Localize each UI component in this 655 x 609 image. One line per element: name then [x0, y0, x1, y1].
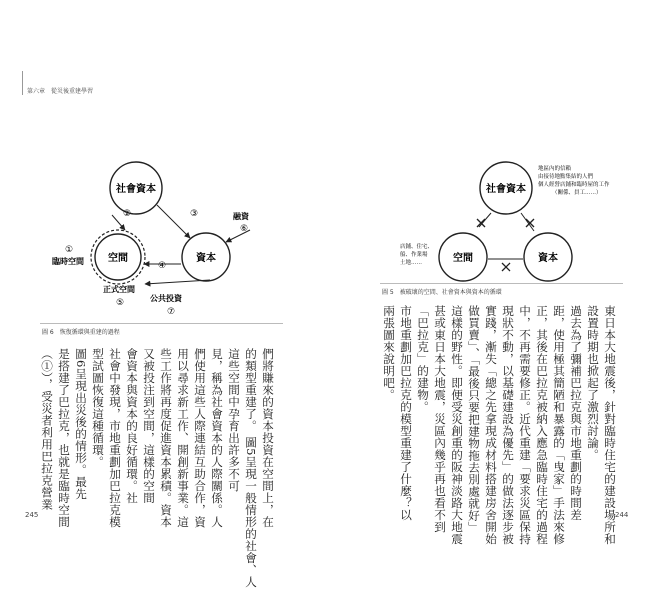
text-column: 見，稱為社會資本的人際關係。人 [210, 348, 224, 528]
label-public-investment: 公共投資 [150, 294, 182, 303]
figure-5-caption: 圖 5 被破壞的空間、社會資本與資本的循環 [382, 289, 502, 296]
annotation-left-line-1: 店鋪、住宅、 [400, 244, 434, 250]
text-column: 「巴拉克」的建物。 [416, 305, 430, 413]
annotation-top-line-3: 個人經營店鋪和臨時屋的工作 [538, 182, 610, 188]
figure-5-diagram [378, 160, 618, 290]
label-6: ⑥ [240, 224, 249, 234]
text-column: 市地重劃加巴拉克的模型重建了什麼？以 [399, 305, 413, 521]
page-number-left: 245 [25, 511, 39, 519]
label-3: ③ [190, 209, 199, 219]
text-column: 過去為了彌補巴拉克與市地重劃的時間差 [569, 305, 583, 521]
text-column: （①），受災者利用巴拉克營業 [40, 348, 54, 511]
text-column: 距，使用極其簡陋和暴露的「曳家」手法來修 [552, 305, 566, 545]
text-column: 圖6呈現出災後的情形。最先 [74, 348, 88, 500]
social-capital-label: 社會資本 [486, 184, 526, 195]
text-column: 正，其後在巴拉克被納入應急臨時住宅的過程 [535, 305, 549, 545]
text-column: 社會中發現，市地重劃加巴拉克模 [108, 348, 122, 528]
figure-6-rule [40, 323, 283, 324]
text-column: 這樣的野性。即便受災創重的阪神淡路大地震 [450, 305, 464, 545]
annotation-top-line-2: 由接待地點集結的人們 [538, 174, 594, 180]
space-label: 空間 [453, 253, 473, 264]
text-column: 做買賣」、「最後只要把建物拖去別處就好」 [467, 305, 481, 534]
arrow-social-to-capital [157, 205, 190, 238]
label-formal-space: 正式空間 [103, 285, 135, 294]
text-column: 是搭建了巴拉克，也就是臨時空間 [57, 348, 71, 528]
text-column: 兩張圖來說明吧。 [382, 305, 396, 401]
broken-link-space-social [479, 213, 491, 227]
text-column: 們將賺來的資本投資在空間上，在 [261, 348, 275, 528]
text-column: 甚或東日本大地震，災區內幾乎再也看不到 [433, 305, 447, 533]
figure-6-diagram [40, 160, 280, 320]
broken-link-social-capital [521, 213, 534, 231]
cross-mark-left [477, 219, 485, 227]
label-4: ④ [158, 261, 167, 271]
text-column: 們使用這些人際連結互助合作，資 [193, 348, 207, 528]
capital-label: 資本 [538, 253, 558, 264]
figure-5-rule [380, 283, 623, 284]
label-temporary-space: 臨時空間 [52, 257, 84, 266]
header-rule [22, 71, 23, 95]
annotation-left-line-3: 土地…… [400, 260, 423, 266]
arrow-public-investment [145, 280, 210, 284]
annotation-top-note: （關係、員工……） [552, 190, 602, 196]
text-column: 中，不再需要修正。近代重建「要求災區保持 [518, 305, 532, 545]
space-label: 空間 [108, 253, 128, 264]
cross-mark-bottom [502, 263, 510, 271]
text-column: 的類型重建了。 圖5呈現一般情形的社會、人 [244, 348, 258, 588]
text-column: 現狀不動，以基礎建設為優先」的做法逐步被 [501, 305, 515, 545]
figure-6-caption: 圖 6 恢復循環與重建的過程 [42, 329, 120, 336]
capital-label: 資本 [196, 253, 216, 264]
annotation-left-line-2: 船、作業場 [400, 252, 428, 258]
label-7: ⑦ [167, 307, 176, 317]
label-5: ⑤ [116, 298, 125, 308]
text-column: 用以尋求新工作、開創新事業。這 [176, 348, 190, 528]
social-capital-label: 社會資本 [116, 184, 156, 195]
text-column: 會資本與資本的良好循環。社 [125, 348, 139, 504]
text-column: 又被投注到空間，這樣的空間 [142, 348, 156, 504]
text-column: 設置時期也掀起了激烈討論。 [586, 305, 600, 461]
text-column: 實踐，漸失「總之先拿現成材料搭建房舍開始 [484, 305, 498, 545]
annotation-top-line-1: 地區內的信賴 [538, 166, 572, 172]
text-column: 型試圖恢復這種循環。 [91, 348, 105, 468]
label-1: ① [65, 245, 74, 255]
label-2: ② [123, 209, 132, 219]
chapter-header: 第六章 從災後重建學習 [27, 88, 94, 95]
label-financing: 融資 [233, 212, 249, 221]
text-column: 東日本大地震後，針對臨時住宅的建設場所和 [603, 305, 617, 545]
page-number-right: 244 [615, 511, 629, 519]
text-column: 這些空間中孕育出許多不可 [227, 348, 241, 492]
text-column: 些工作將再度促進資本累積。資本 [159, 348, 173, 528]
